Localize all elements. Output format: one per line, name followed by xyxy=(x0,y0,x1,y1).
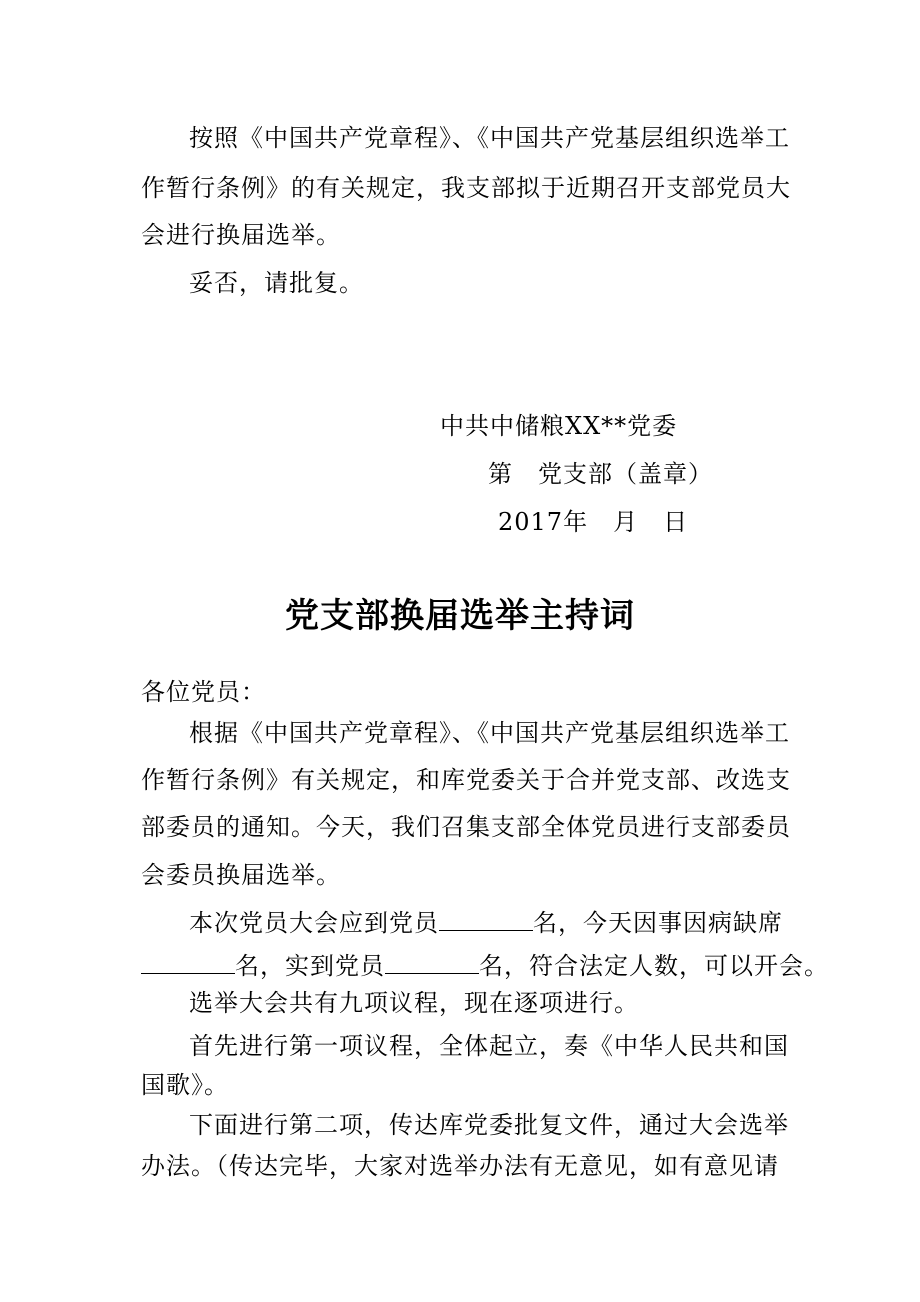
speech-salutation: 各位党员： xyxy=(141,678,266,706)
attendance-line-1 xyxy=(189,908,783,938)
attendance-line-2 xyxy=(141,951,829,981)
speech-line-8: 下面进行第二项，传达库党委批复文件，通过大会选举 xyxy=(189,1111,789,1139)
absent-count-blank[interactable] xyxy=(141,951,235,974)
attendance-text-1: 本次党员大会应到党员 xyxy=(189,909,439,937)
speech-line-7: 国歌》。 xyxy=(141,1071,229,1099)
letter-line-1: 按照《中国共产党章程》、《中国共产党基层组织选举工 xyxy=(189,124,790,152)
letter-line-3: 会进行换届选举。 xyxy=(141,221,341,249)
speech-line-3: 部委员的通知。今天，我们召集支部全体党员进行支部委员 xyxy=(141,813,791,841)
speech-line-9: 办法。（传达完毕，大家对选举办法有无意见，如有意见请 xyxy=(141,1152,779,1180)
attendance-text-2: 名，今天因事因病缺席 xyxy=(533,909,783,937)
letter-line-4: 妥否，请批复。 xyxy=(189,269,364,297)
attendance-text-4: 名，符合法定人数，可以开会。 xyxy=(479,952,829,980)
signature-org: 中共中储粮XX**党委 xyxy=(440,412,678,440)
present-count-blank[interactable] xyxy=(385,951,479,974)
letter-line-2: 作暂行条例》的有关规定，我支部拟于近期召开支部党员大 xyxy=(141,174,791,202)
signature-date: 2017年 月 日 xyxy=(498,508,689,536)
speech-line-5: 选举大会共有九项议程，现在逐项进行。 xyxy=(189,989,639,1017)
speech-line-1: 根据《中国共产党章程》、《中国共产党基层组织选举工 xyxy=(189,719,790,747)
attendance-text-3: 名，实到党员 xyxy=(235,952,385,980)
speech-line-4: 会委员换届选举。 xyxy=(141,861,341,889)
expected-count-blank[interactable] xyxy=(439,908,533,931)
speech-line-6: 首先进行第一项议程，全体起立，奏《中华人民共和国 xyxy=(189,1032,789,1060)
speech-line-2: 作暂行条例》有关规定，和库党委关于合并党支部、改选支 xyxy=(141,766,791,794)
signature-branch: 第 党支部（盖章） xyxy=(488,460,713,488)
speech-title: 党支部换届选举主持词 xyxy=(285,596,635,636)
